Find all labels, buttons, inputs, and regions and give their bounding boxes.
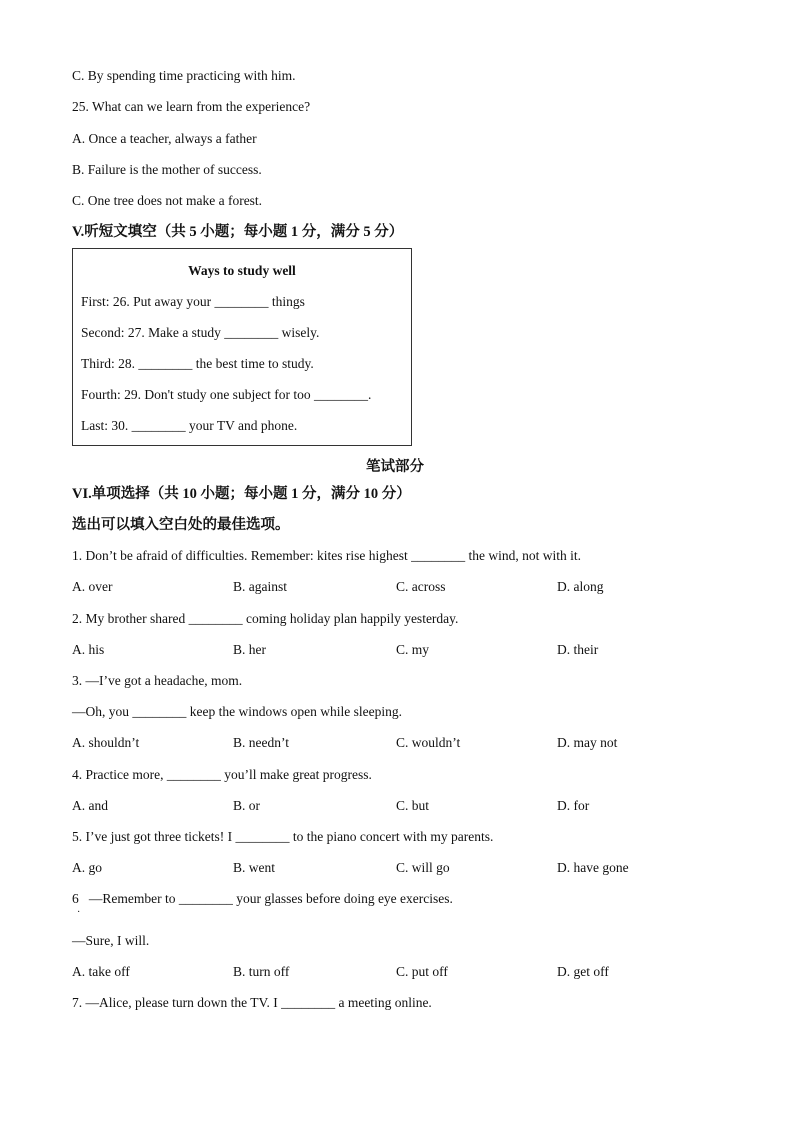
question-6-stem: 6 —Remember to ________ your glasses before doing eye exercises. — [72, 891, 453, 906]
question-6-option-d: D. get off — [557, 964, 609, 979]
question-2-option-b: B. her — [233, 642, 266, 657]
section-5-heading: V.听短文填空（共 5 小题；每小题 1 分，满分 5 分） — [72, 224, 404, 240]
question-2-option-a: A. his — [72, 642, 105, 657]
question-2-stem: 2. My brother shared ________ coming holiday plan happily yesterday. — [72, 611, 459, 626]
question-25-option-c: C. One tree does not make a forest. — [72, 193, 263, 208]
question-25-stem: 25. What can we learn from the experience? — [72, 99, 311, 114]
question-3-option-d: D. may not — [557, 735, 618, 750]
question-2-option-c: C. my — [396, 642, 430, 657]
box-title: Ways to study well — [188, 263, 296, 278]
question-6-option-a: A. take off — [72, 964, 130, 979]
fill-in-box — [72, 248, 412, 446]
question-1-option-a: A. over — [72, 579, 113, 594]
question-3-dialog-line: —Oh, you ________ keep the windows open while sleeping. — [72, 704, 402, 719]
question-2-option-d: D. their — [557, 642, 599, 657]
question-5-stem: 5. I’ve just got three tickets! I ________ to the piano concert with my parents. — [72, 829, 494, 844]
question-4-stem: 4. Practice more, ________ you’ll make great progress. — [72, 767, 372, 782]
box-line-second: Second: 27. Make a study ________ wisely. — [81, 325, 320, 340]
question-1-stem: 1. Don’t be afraid of difficulties. Remember: kites rise highest ________ the wind, not with it. — [72, 548, 582, 563]
question-3-option-c: C. wouldn’t — [396, 735, 461, 750]
box-line-first: First: 26. Put away your ________ things — [81, 294, 305, 309]
question-4-option-d: D. for — [557, 798, 590, 813]
section-6-instruction: 选出可以填入空白处的最佳选项。 — [72, 517, 290, 533]
question-1-option-c: C. across — [396, 579, 446, 594]
question-4-option-a: A. and — [72, 798, 108, 813]
question-5-option-d: D. have gone — [557, 860, 629, 875]
written-part-heading: 笔试部分 — [366, 459, 424, 475]
question-3-stem: 3. —I’ve got a headache, mom. — [72, 673, 243, 688]
question-1-option-b: B. against — [233, 579, 287, 594]
question-25-option-a: A. Once a teacher, always a father — [72, 131, 257, 146]
question-5-option-a: A. go — [72, 860, 102, 875]
question-1-option-d: D. along — [557, 579, 604, 594]
stray-dot-mark: · — [77, 907, 81, 918]
question-6-dialog-line: —Sure, I will. — [72, 933, 150, 948]
question-5-option-c: C. will go — [396, 860, 450, 875]
box-line-fourth: Fourth: 29. Don't study one subject for too ________. — [81, 387, 372, 402]
question-4-option-c: C. but — [396, 798, 430, 813]
question-4-option-b: B. or — [233, 798, 260, 813]
question-5-option-b: B. went — [233, 860, 275, 875]
question-25-option-b: B. Failure is the mother of success. — [72, 162, 262, 177]
box-line-third: Third: 28. ________ the best time to study. — [81, 356, 314, 371]
section-6-heading: VI.单项选择（共 10 小题；每小题 1 分，满分 10 分） — [72, 486, 411, 502]
box-line-last: Last: 30. ________ your TV and phone. — [81, 418, 298, 433]
question-3-option-a: A. shouldn’t — [72, 735, 140, 750]
question-6-option-c: C. put off — [396, 964, 448, 979]
question-24-option-c: C. By spending time practicing with him. — [72, 68, 296, 83]
question-3-option-b: B. needn’t — [233, 735, 289, 750]
question-7-stem: 7. —Alice, please turn down the TV. I ________ a meeting online. — [72, 995, 432, 1010]
question-6-option-b: B. turn off — [233, 964, 290, 979]
